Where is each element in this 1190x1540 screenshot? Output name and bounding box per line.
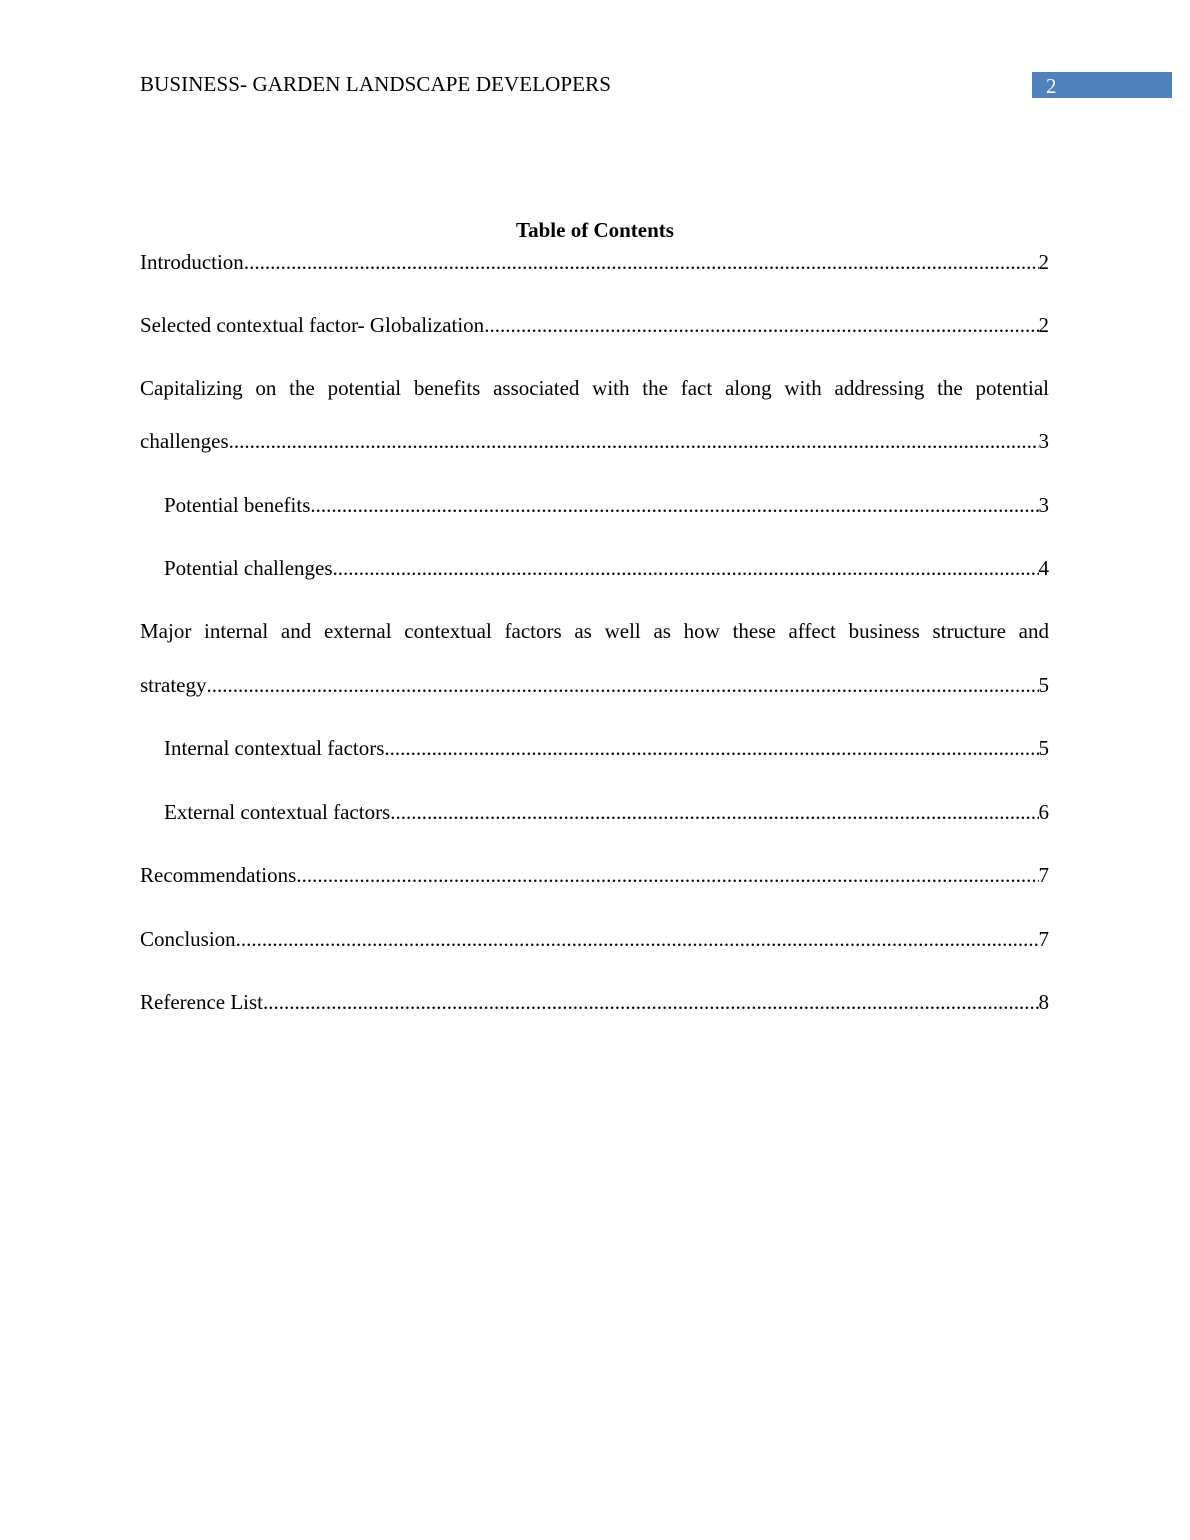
toc-entry-page: 4 bbox=[1038, 556, 1049, 580]
toc-entry-conclusion[interactable] bbox=[140, 925, 1049, 953]
toc-entry-major-factors-cont[interactable] bbox=[140, 671, 1049, 699]
toc-leader-dots bbox=[236, 925, 1039, 953]
toc-entry-introduction[interactable] bbox=[140, 248, 1049, 276]
toc-leader-dots bbox=[229, 427, 1039, 455]
toc-leader-dots bbox=[384, 734, 1038, 762]
toc-entry-text: Selected contextual factor- Globalization bbox=[140, 313, 485, 337]
toc-entry-text: Internal contextual factors bbox=[164, 736, 385, 760]
toc-entry-text: Introduction bbox=[140, 250, 244, 274]
toc-entry-capitalizing[interactable] bbox=[140, 374, 1049, 402]
toc-entry-page: 2 bbox=[1038, 250, 1049, 274]
page-number: 2 bbox=[1046, 74, 1057, 98]
toc-entry-text: Recommendations bbox=[140, 863, 297, 887]
toc-entry-recommendations[interactable] bbox=[140, 861, 1049, 889]
toc-heading: Table of Contents bbox=[516, 218, 674, 242]
toc-entry-page: 5 bbox=[1038, 736, 1049, 760]
toc-entry-text-line1: Major internal and external contextual factors as well as how these affect business structure and bbox=[140, 619, 1049, 643]
toc-entry-text: Conclusion bbox=[140, 927, 236, 951]
toc-entry-potential-benefits[interactable] bbox=[164, 491, 1049, 519]
toc-leader-dots bbox=[244, 248, 1039, 276]
toc-leader-dots bbox=[333, 554, 1039, 582]
toc-leader-dots bbox=[390, 798, 1038, 826]
toc-entry-capitalizing-cont[interactable] bbox=[140, 427, 1049, 455]
toc-leader-dots bbox=[206, 671, 1038, 699]
toc-entry-text: Potential benefits bbox=[164, 493, 311, 517]
toc-entry-external-factors[interactable] bbox=[164, 798, 1049, 826]
toc-entry-page: 3 bbox=[1038, 493, 1049, 517]
toc-leader-dots bbox=[263, 988, 1038, 1016]
toc-entry-page: 7 bbox=[1038, 927, 1049, 951]
toc-entry-text-line1: Capitalizing on the potential benefits associated with the fact along with addressing the potential bbox=[140, 376, 1049, 400]
toc-entry-page: 2 bbox=[1038, 313, 1049, 337]
running-header-title: BUSINESS- GARDEN LANDSCAPE DEVELOPERS bbox=[140, 72, 611, 96]
toc-entry-page: 3 bbox=[1038, 429, 1049, 453]
toc-entry-major-factors[interactable] bbox=[140, 617, 1049, 645]
toc-entry-globalization[interactable] bbox=[140, 311, 1049, 339]
toc-entry-page: 5 bbox=[1038, 673, 1049, 697]
toc-leader-dots bbox=[484, 311, 1038, 339]
toc-entry-internal-factors[interactable] bbox=[164, 734, 1049, 762]
toc-entry-text: strategy bbox=[140, 673, 207, 697]
toc-entry-potential-challenges[interactable] bbox=[164, 554, 1049, 582]
toc-entry-text: challenges bbox=[140, 429, 229, 453]
toc-entry-text: Potential challenges bbox=[164, 556, 333, 580]
toc-entry-page: 8 bbox=[1038, 990, 1049, 1014]
toc-entry-page: 7 bbox=[1038, 863, 1049, 887]
toc-entry-text: External contextual factors bbox=[164, 800, 391, 824]
toc-entry-text: Reference List bbox=[140, 990, 264, 1014]
toc-entry-reference-list[interactable] bbox=[140, 988, 1049, 1016]
toc-leader-dots bbox=[296, 861, 1038, 889]
toc-entry-page: 6 bbox=[1038, 800, 1049, 824]
page-number-badge bbox=[1032, 72, 1172, 98]
toc-leader-dots bbox=[310, 491, 1038, 519]
